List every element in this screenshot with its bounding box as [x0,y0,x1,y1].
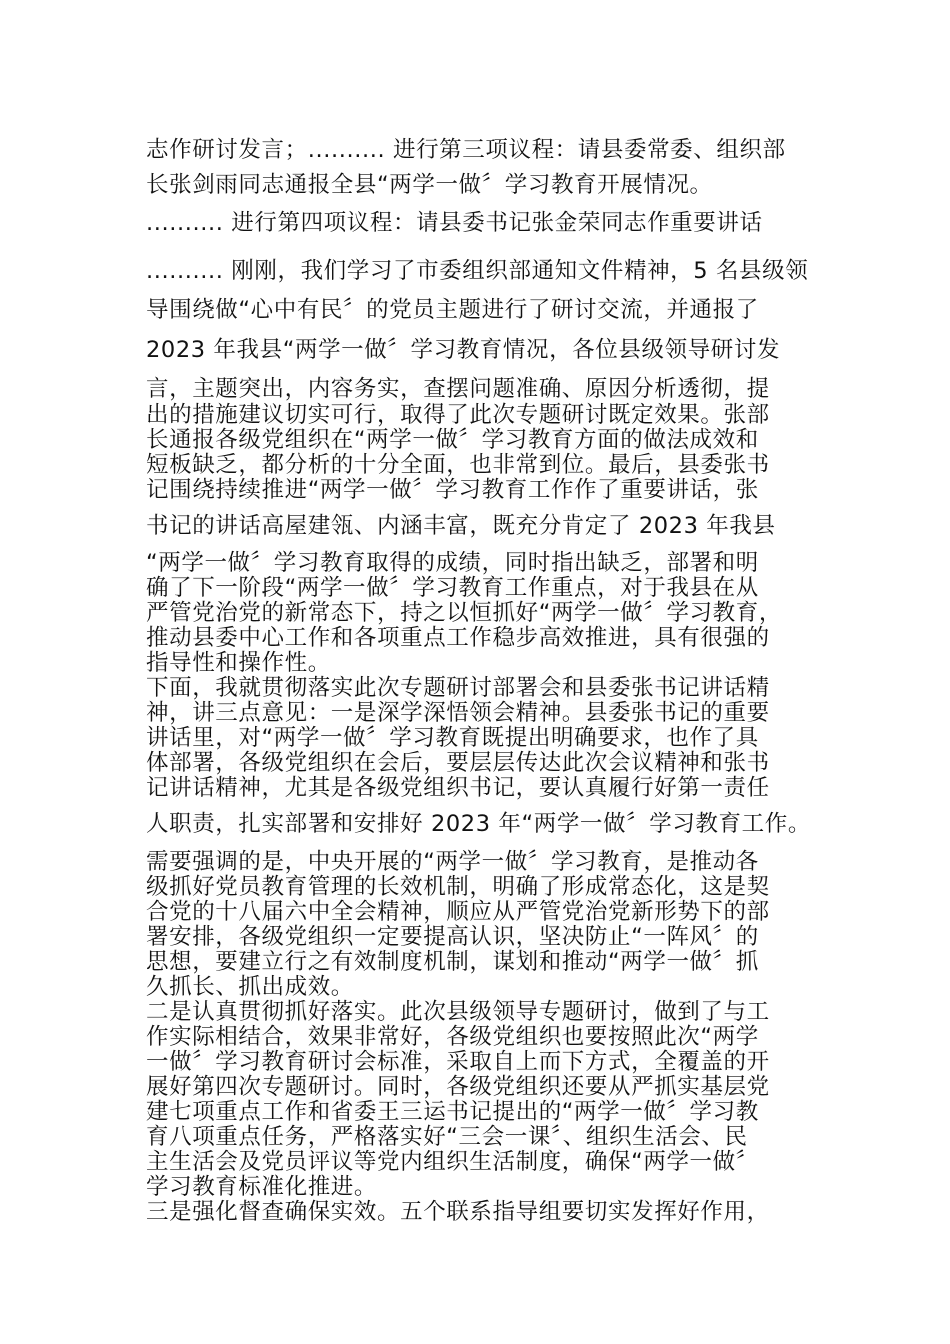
text-line: 指导性和操作性。 [146,650,331,676]
text-line: 育八项重点任务，严格落实好“三会一课〞、组织生活会、民 [146,1124,748,1150]
text-line: 导围绕做“心中有民〞的党员主题进行了研讨交流，并通报了 [146,297,759,323]
text-line: 建七项重点工作和省委王三运书记提出的“两学一做〞学习教 [146,1099,759,1125]
text-line: 确了下一阶段“两学一做〞学习教育工作重点，对于我县在从 [146,575,759,601]
text-line: 一做〞学习教育研讨会标准，采取自上而下方式，全覆盖的开 [146,1049,770,1075]
text-line: 严管党治党的新常态下，持之以恒抓好“两学一做〞学习教育， [146,600,782,626]
text-line: 出的措施建议切实可行，取得了此次专题研讨既定效果。张部 [146,402,770,428]
text-line: 讲话里，对“两学一做〞学习教育既提出明确要求，也作了具 [146,725,759,751]
text-line: 长通报各级党组织在“两学一做〞学习教育方面的做法成效和 [146,427,759,453]
text-line: 学习教育标准化推进。 [146,1174,378,1200]
text-line: 记讲话精神，尤其是各级党组织书记，要认真履行好第一责任 [146,775,770,801]
text-line: 短板缺乏，都分析的十分全面，也非常到位。最后，县委张书 [146,452,770,478]
text-line: 长张剑雨同志通报全县“两学一做〞学习教育开展情况。 [146,172,713,198]
text-line: 思想，要建立行之有效制度机制，谋划和推动“两学一做〞抓 [146,949,759,975]
text-line: 神，讲三点意见：一是深学深悟领会精神。县委张书记的重要 [146,700,770,726]
text-line: 合党的十八届六中全会精神，顺应从严管党治党新形势下的部 [146,899,770,925]
text-line: 体部署，各级党组织在会后，要层层传达此次会议精神和张书 [146,750,770,776]
text-line: 言，主题突出，内容务实，查摆问题准确、原因分析透彻，提 [146,376,770,402]
text-line: 推动县委中心工作和各项重点工作稳步高效推进，具有很强的 [146,625,770,651]
text-line: 署安排，各级党组织一定要提高认识，坚决防止“一阵风〞的 [146,924,759,950]
text-line: 级抓好党员教育管理的长效机制，明确了形成常态化，这是契 [146,874,770,900]
text-line: 书记的讲话高屋建瓴、内涵丰富，既充分肯定了 2023 年我县 [146,513,776,539]
text-line: .......... 刚刚，我们学习了市委组织部通知文件精神，5 名县级领 [146,258,809,284]
text-line: 记围绕持续推进“两学一做〞学习教育工作作了重要讲话，张 [146,477,759,503]
text-line: .......... 进行第四项议程：请县委书记张金荣同志作重要讲话 [146,210,763,236]
text-line: 久抓长、抓出成效。 [146,974,354,1000]
text-line: 需要强调的是，中央开展的“两学一做〞学习教育，是推动各 [146,849,759,875]
text-line: 作实际相结合，效果非常好，各级党组织也要按照此次“两学 [146,1024,759,1050]
text-line: 下面，我就贯彻落实此次专题研讨部署会和县委张书记讲话精 [146,675,770,701]
text-line: 主生活会及党员评议等党内组织生活制度，确保“两学一做〞 [146,1149,759,1175]
text-line: 展好第四次专题研讨。同时，各级党组织还要从严抓实基层党 [146,1074,770,1100]
text-line: 人职责，扎实部署和安排好 2023 年“两学一做〞学习教育工作。 [146,811,811,837]
text-line: 二是认真贯彻抓好落实。此次县级领导专题研讨，做到了与工 [146,999,770,1025]
text-line: “两学一做〞学习教育取得的成绩，同时指出缺乏，部署和明 [146,550,759,576]
text-line: 志作研讨发言；.......... 进行第三项议程：请县委常委、组织部 [146,137,786,163]
text-line: 三是强化督查确保实效。五个联系指导组要切实发挥好作用， [146,1199,770,1225]
text-line: 2023 年我县“两学一做〞学习教育情况，各位县级领导研讨发 [146,337,781,363]
